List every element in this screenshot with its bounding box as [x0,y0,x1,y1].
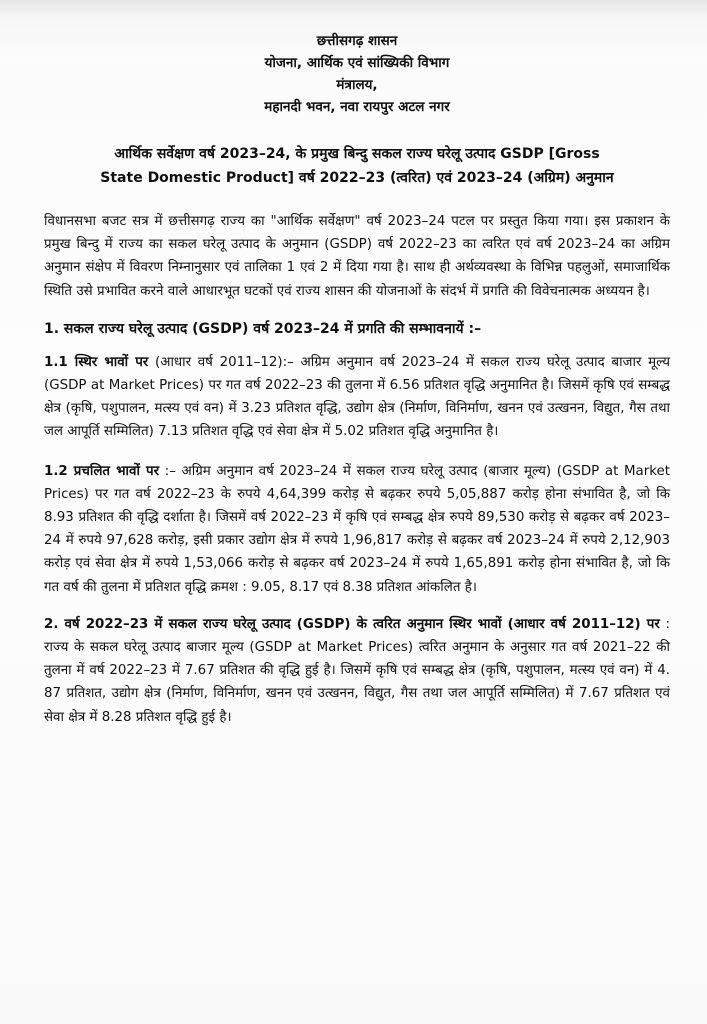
section-1-2-paragraph [44,460,670,599]
section-1-2-text: :– अग्रिम अनुमान वर्ष 2023–24 में सकल राज्य घरेलू उत्पाद (बाजार मूल्य) (GSDP at Market Prices) पर गत वर्ष 2022–23 के रुपये 4,64,399 करोड़ से बढ़कर रुपये 5,05,887 करोड़ होना संभावित है, जो कि 8.93 प्रतिशत की वृद्धि दर्शाता है। जिसमें वर्ष 2022–23 में कृषि एवं सम्बद्ध क्षेत्र रुपये 89,530 करोड़ से बढ़कर वर्ष 2023–24 में रुपये 97,628 करोड़, इसी प्रकार उद्योग क्षेत्र में रुपये 1,96,817 करोड़ से बढ़कर वर्ष 2023–24 में रुपये 2,12,903 करोड़ एवं सेवा क्षेत्र में रुपये 1,53,066 करोड़ से बढ़कर वर्ष 2023–24 में रुपये 1,65,891 करोड़ होना संभावित है, जो कि गत वर्ष की तुलना में प्रतिशत वृद्धि क्रमश : 9.05, 8.17 एवं 8.38 प्रतिशत आंकलित है। [44,463,671,595]
header-address: महानदी भवन, नवा रायपुर अटल नगर [264,99,450,115]
department-header [44,30,670,118]
page-edge-shadow [0,0,707,18]
section-1-2-lead: 1.2 प्रचलित भावों पर [44,463,160,479]
document-content [44,30,670,729]
section-2-text: : राज्य के सकल घरेलू उत्पाद बाजार मूल्य (GSDP at Market Prices) त्वरित अनुमान के अनुसार गत वर्ष 2021–22 की तुलना में वर्ष 2022–23 में 7.67 प्रतिशत की वृद्धि हुई है। जिसमें कृषि एवं सम्बद्ध क्षेत्र (कृषि, पशुपालन, मत्स्य एवं वन) में 4. 87 प्रतिशत, उद्योग क्षेत्र (निर्माण, विनिर्माण, खनन एवं उत्खनन, विद्युत, गैस तथा जल आपूर्ति सम्मिलित) में 7.67 प्रतिशत एवं सेवा क्षेत्र में 8.28 प्रतिशत वृद्धि हुई है। [44,616,670,725]
header-ministry: मंत्रालय, [336,77,378,93]
title-line-2: State Domestic Product] वर्ष 2022–23 (त्वरित) एवं 2023–24 (अग्रिम) अनुमान [100,170,614,186]
intro-paragraph: विधानसभा बजट सत्र में छत्तीसगढ़ राज्य का "आर्थिक सर्वेक्षण" वर्ष 2023–24 पटल पर प्रस्तुत किया गया। इस प्रकाशन के प्रमुख बिन्दु में राज्य का सकल घरेलू उत्पाद के अनुमान (GSDP) वर्ष 2022–23 का त्वरित एवं वर्ष 2023–24 का अग्रिम अनुमान संक्षेप में विवरण निम्नानुसार एवं तालिका 1 एवं 2 में दिया गया है। साथ ही अर्थव्यवस्था के विभिन्न पहलुओं, समाजार्थिक स्थिति उसे प्रभावित करने वाले आधारभूत घटकों एवं राज्य शासन की योजनाओं के संदर्भ में प्रगति की विवेचनात्मक अध्ययन है। [44,214,670,299]
document-title [44,142,670,190]
title-line-1: आर्थिक सर्वेक्षण वर्ष 2023–24, के प्रमुख बिन्दु सकल राज्य घरेलू उत्पाद GSDP [Gross [114,146,600,162]
section-1-1-lead: 1.1 स्थिर भावों पर [44,354,149,370]
section-1-1-paragraph [44,351,670,444]
header-department: योजना, आर्थिक एवं सांख्यिकी विभाग [264,55,450,71]
section-1-heading: 1. सकल राज्य घरेलू उत्पाद (GSDP) वर्ष 2023–24 में प्रगति की सम्भावनायें :– [44,320,482,337]
section-2-lead: 2. वर्ष 2022–23 में सकल राज्य घरेलू उत्पाद (GSDP) के त्वरित अनुमान स्थिर भावों (आधार वर्ष 2011–12) पर [44,616,660,632]
section-2-paragraph [44,613,670,729]
section-1-1-text: (आधार वर्ष 2011–12):– अग्रिम अनुमान वर्ष 2023–24 में सकल राज्य घरेलू उत्पाद बाजार मूल्य (GSDP at Market Prices) पर गत वर्ष 2022–23 की तुलना में 6.56 प्रतिशत वृद्धि अनुमानित है। जिसमें कृषि एवं सम्बद्ध क्षेत्र (कृषि, पशुपालन, मत्स्य एवं वन) में 3.23 प्रतिशत वृद्धि, उद्योग क्षेत्र (निर्माण, विनिर्माण, खनन एवं उत्खनन, विद्युत, गैस तथा जल आपूर्ति सम्मिलित) 7.13 प्रतिशत वृद्धि एवं सेवा क्षेत्र में 5.02 प्रतिशत वृद्धि अनुमानित है। [44,354,670,440]
header-government: छत्तीसगढ़ शासन [316,33,398,49]
